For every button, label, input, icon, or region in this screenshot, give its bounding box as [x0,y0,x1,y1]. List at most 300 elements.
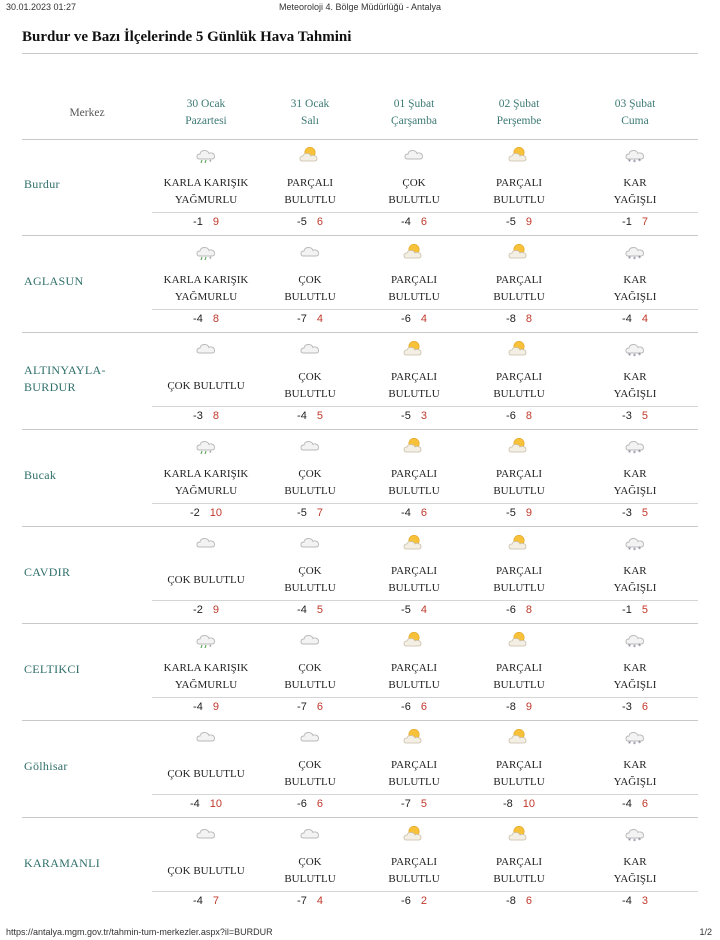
max-temp: 5 [420,798,427,810]
forecast-cell [362,625,466,722]
cloudy-icon [402,144,426,164]
svg-text:*: * [628,643,631,649]
cell-divider [152,309,698,310]
partly-cloudy-icon [507,144,531,164]
forecast-cell [152,625,260,722]
station-name: CAVDIR [24,565,71,579]
day-weekday: Çarşamba [391,115,437,127]
day-date: 02 Şubat [498,98,540,110]
snow-icon [623,532,647,552]
station-name: Burdur [24,177,60,191]
day-date: 30 Ocak [186,98,226,110]
min-temp: -7 [297,313,307,325]
svg-text:*: * [633,741,636,746]
weather-description: PARÇALI BULUTLU [388,371,440,400]
weather-description: KAR YAĞIŞLI [613,565,657,594]
weather-description: PARÇALI BULUTLU [493,565,545,594]
weather-description: ÇOK BULUTLU [167,864,245,877]
max-temp: 6 [316,216,323,228]
svg-text:*: * [628,352,631,358]
weather-description: PARÇALI BULUTLU [388,565,440,594]
max-temp: 3 [641,895,648,907]
svg-text:*: * [633,256,636,261]
weather-description: KAR YAĞIŞLI [613,177,657,206]
max-temp: 4 [420,313,427,325]
temperature-range [152,410,260,422]
station-name: ALTINYAYLA- BURDUR [24,363,106,394]
weather-description: ÇOK BULUTLU [284,371,336,400]
weather-description: ÇOK BULUTLU [167,379,245,392]
forecast-cell [362,140,466,237]
max-temp: 3 [420,410,427,422]
weather-description: PARÇALI BULUTLU [493,759,545,788]
cell-divider [152,600,698,601]
temperature-range [466,410,572,422]
row-divider [22,623,698,624]
weather-description: PARÇALI BULUTLU [388,856,440,885]
forecast-cell [572,819,698,916]
min-temp: -5 [401,410,411,422]
weather-description: KAR YAĞIŞLI [613,662,657,691]
min-temp: -4 [297,604,307,616]
min-temp: -4 [401,216,411,228]
forecast-cell [572,722,698,819]
min-temp: -6 [401,313,411,325]
svg-text:*: * [628,449,631,455]
min-temp: -8 [506,701,516,713]
weather-description: PARÇALI BULUTLU [388,468,440,497]
cloudy-icon [298,532,322,552]
temperature-range [572,604,698,616]
day-header [466,96,572,130]
forecast-cell [152,237,260,334]
weather-description: KAR YAĞIŞLI [613,274,657,303]
max-temp: 8 [525,410,532,422]
min-temp: -5 [297,216,307,228]
weather-description: PARÇALI BULUTLU [284,177,336,206]
min-temp: -6 [401,895,411,907]
min-temp: -4 [622,313,632,325]
min-temp: -4 [622,895,632,907]
svg-text:*: * [209,159,212,164]
day-weekday: Salı [301,115,319,127]
temperature-range [572,701,698,713]
cloudy-icon [298,629,322,649]
snow-icon [623,823,647,843]
snow-icon [623,338,647,358]
temperature-range [258,798,362,810]
weather-description: ÇOK BULUTLU [284,565,336,594]
weather-description: PARÇALI BULUTLU [493,468,545,497]
forecast-cell [258,625,362,722]
max-temp: 5 [316,604,323,616]
page-title: Burdur ve Bazı İlçelerinde 5 Günlük Hava Tahmini [22,29,352,45]
min-temp: -1 [622,216,632,228]
min-temp: -8 [506,895,516,907]
partly-cloudy-icon [507,629,531,649]
table-row [22,625,698,722]
forecast-cell [466,819,572,916]
forecast-cell [258,819,362,916]
temperature-range [362,701,466,713]
temperature-range [466,313,572,325]
forecast-cell [152,819,260,916]
sleet-icon [194,144,218,164]
temperature-range [572,216,698,228]
weather-description: KARLA KARIŞIK YAĞMURLU [163,468,249,497]
weather-description: ÇOK BULUTLU [284,662,336,691]
temperature-range [362,798,466,810]
weather-description: PARÇALI BULUTLU [493,177,545,206]
svg-text:*: * [628,740,631,746]
cloudy-icon [298,726,322,746]
row-divider [22,526,698,527]
temperature-range [572,507,698,519]
min-temp: -4 [193,895,203,907]
svg-text:*: * [628,158,631,164]
temperature-range [362,604,466,616]
min-temp: -4 [189,798,200,810]
svg-text:*: * [638,255,641,261]
partly-cloudy-icon [507,532,531,552]
temperature-range [152,895,260,907]
weather-description: PARÇALI BULUTLU [493,274,545,303]
min-temp: -2 [193,604,203,616]
max-temp: 6 [316,798,323,810]
forecast-cell [152,722,260,819]
partly-cloudy-icon [402,823,426,843]
forecast-cell [572,528,698,625]
forecast-cell [466,722,572,819]
weather-description: PARÇALI BULUTLU [388,759,440,788]
min-temp: -5 [401,604,411,616]
max-temp: 9 [525,507,532,519]
weather-description: ÇOK BULUTLU [284,759,336,788]
min-temp: -4 [622,798,632,810]
temperature-range [152,313,260,325]
row-divider [22,429,698,430]
svg-text:*: * [628,837,631,843]
day-header [258,96,362,130]
cell-divider [152,891,698,892]
temperature-range [258,895,362,907]
min-temp: -4 [401,507,411,519]
svg-text:*: * [638,740,641,746]
row-divider [22,720,698,721]
max-temp: 7 [212,895,219,907]
weather-description: ÇOK BULUTLU [284,468,336,497]
max-temp: 6 [420,507,427,519]
forecast-cell [362,431,466,528]
partly-cloudy-icon [402,726,426,746]
table-header [22,96,698,136]
weather-description: KARLA KARIŞIK YAĞMURLU [163,274,249,303]
min-temp: -7 [297,895,307,907]
svg-text:*: * [638,158,641,164]
forecast-cell [466,528,572,625]
temperature-range [572,410,698,422]
title-divider [22,53,698,54]
forecast-cell [572,334,698,431]
weather-description: ÇOK BULUTLU [388,177,440,206]
temperature-range [362,507,466,519]
min-temp: -5 [297,507,307,519]
min-temp: -7 [297,701,307,713]
max-temp: 7 [641,216,648,228]
min-temp: -3 [193,410,203,422]
min-temp: -4 [193,701,203,713]
temperature-range [572,313,698,325]
min-temp: -6 [506,604,516,616]
cloudy-icon [194,823,218,843]
weather-description: ÇOK BULUTLU [284,274,336,303]
forecast-cell [466,431,572,528]
max-temp: 6 [641,701,648,713]
temperature-range [572,798,698,810]
svg-text:*: * [633,159,636,164]
weather-description: ÇOK BULUTLU [167,573,245,586]
min-temp: -8 [506,313,516,325]
table-row [22,431,698,528]
max-temp: 10 [209,798,223,810]
snow-icon [623,629,647,649]
temperature-range [152,604,260,616]
min-temp: -3 [622,507,632,519]
svg-text:*: * [209,644,212,649]
page-url: https://antalya.mgm.gov.tr/tahmin-tum-merkezler.aspx?il=BURDUR [6,927,273,937]
snow-icon [623,435,647,455]
forecast-cell [572,431,698,528]
row-divider [22,332,698,333]
max-temp: 6 [641,798,648,810]
max-temp: 6 [316,701,323,713]
forecast-cell [362,722,466,819]
temperature-range [258,507,362,519]
forecast-cell [152,431,260,528]
min-temp: -3 [622,701,632,713]
temperature-range [572,895,698,907]
temperature-range [152,216,260,228]
forecast-cell [572,140,698,237]
min-temp: -6 [506,410,516,422]
forecast-cell [466,140,572,237]
min-temp: -4 [193,313,203,325]
max-temp: 10 [209,507,223,519]
temperature-range [258,313,362,325]
station-name: Gölhisar [24,759,68,773]
min-temp: -5 [506,216,516,228]
max-temp: 2 [420,895,427,907]
forecast-cell [572,625,698,722]
max-temp: 9 [212,701,219,713]
max-temp: 6 [525,895,532,907]
temperature-range [466,216,572,228]
weather-description: PARÇALI BULUTLU [493,662,545,691]
max-temp: 5 [641,507,648,519]
temperature-range [152,798,260,810]
partly-cloudy-icon [507,823,531,843]
weather-description: ÇOK BULUTLU [284,856,336,885]
forecast-cell [152,334,260,431]
table-row [22,528,698,625]
weather-description: KAR YAĞIŞLI [613,468,657,497]
forecast-cell [362,528,466,625]
min-temp: -6 [297,798,307,810]
max-temp: 8 [212,313,219,325]
forecast-cell [362,237,466,334]
weather-description: KARLA KARIŞIK YAĞMURLU [163,662,249,691]
svg-text:*: * [638,352,641,358]
forecast-cell [152,528,260,625]
min-temp: -7 [401,798,411,810]
print-timestamp: 30.01.2023 01:27 [6,2,77,12]
partly-cloudy-icon [402,338,426,358]
snow-icon [623,241,647,261]
sleet-icon [194,241,218,261]
day-header [572,96,698,130]
forecast-cell [258,140,362,237]
max-temp: 6 [420,216,427,228]
partly-cloudy-icon [507,726,531,746]
temperature-range [258,410,362,422]
max-temp: 9 [212,604,219,616]
max-temp: 8 [212,410,219,422]
day-header [362,96,466,130]
svg-text:*: * [633,353,636,358]
svg-text:*: * [633,644,636,649]
day-date: 03 Şubat [614,98,656,110]
cloudy-icon [298,338,322,358]
day-header [152,96,260,130]
day-weekday: Cuma [621,115,649,127]
temperature-range [362,410,466,422]
svg-text:*: * [628,255,631,261]
svg-text:*: * [633,547,636,552]
forecast-cell [362,819,466,916]
cell-divider [152,503,698,504]
min-temp: -6 [401,701,411,713]
temperature-range [466,798,572,810]
forecast-cell [466,625,572,722]
forecast-cell [258,431,362,528]
print-site-title: Meteoroloji 4. Bölge Müdürlüğü - Antalya [278,2,442,12]
min-temp: -5 [506,507,516,519]
cloudy-icon [194,726,218,746]
cell-divider [152,697,698,698]
cloudy-icon [298,241,322,261]
day-weekday: Perşembe [496,115,542,127]
partly-cloudy-icon [298,144,322,164]
temperature-range [258,604,362,616]
station-name: Bucak [24,468,57,482]
temperature-range [258,216,362,228]
table-row [22,334,698,431]
min-temp: -2 [189,507,200,519]
station-name: KARAMANLI [24,856,101,870]
min-temp: -3 [622,410,632,422]
snow-icon [623,726,647,746]
svg-text:*: * [209,256,212,261]
svg-text:*: * [633,450,636,455]
svg-text:*: * [209,450,212,455]
max-temp: 9 [525,216,532,228]
print-footer [0,926,720,940]
weather-description: PARÇALI BULUTLU [493,856,545,885]
weather-description: ÇOK BULUTLU [167,767,245,780]
min-temp: -1 [622,604,632,616]
snow-icon [623,144,647,164]
forecast-cell [466,237,572,334]
cell-divider [152,794,698,795]
temperature-range [362,216,466,228]
max-temp: 6 [420,701,427,713]
table-row [22,722,698,819]
max-temp: 4 [420,604,427,616]
weather-description: PARÇALI BULUTLU [493,371,545,400]
partly-cloudy-icon [402,241,426,261]
sleet-icon [194,435,218,455]
max-temp: 8 [525,604,532,616]
day-weekday: Pazartesi [185,115,227,127]
max-temp: 5 [641,410,648,422]
forecast-cell [258,528,362,625]
partly-cloudy-icon [402,532,426,552]
partly-cloudy-icon [507,241,531,261]
max-temp: 9 [525,701,532,713]
max-temp: 10 [522,798,536,810]
partly-cloudy-icon [507,435,531,455]
max-temp: 8 [525,313,532,325]
temperature-range [362,895,466,907]
svg-text:*: * [633,838,636,843]
temperature-range [258,701,362,713]
forecast-cell [258,334,362,431]
svg-text:*: * [638,643,641,649]
row-divider [22,817,698,818]
merkez-header: Merkez [69,107,105,119]
sleet-icon [194,629,218,649]
forecast-cell [466,334,572,431]
max-temp: 9 [212,216,219,228]
temperature-range [466,701,572,713]
forecast-cell [572,237,698,334]
print-header [0,0,720,14]
weather-description: PARÇALI BULUTLU [388,662,440,691]
temperature-range [152,507,260,519]
temperature-range [466,895,572,907]
forecast-cell [258,237,362,334]
max-temp: 4 [316,313,323,325]
partly-cloudy-icon [507,338,531,358]
weather-description: KAR YAĞIŞLI [613,371,657,400]
temperature-range [466,507,572,519]
max-temp: 5 [316,410,323,422]
day-date: 31 Ocak [290,98,330,110]
max-temp: 5 [641,604,648,616]
weather-description: KAR YAĞIŞLI [613,759,657,788]
forecast-cell [258,722,362,819]
cloudy-icon [298,435,322,455]
min-temp: -8 [502,798,513,810]
station-name: CELTIKCI [24,662,80,676]
table-row [22,140,698,237]
partly-cloudy-icon [402,435,426,455]
weather-description: PARÇALI BULUTLU [388,274,440,303]
svg-text:*: * [628,546,631,552]
table-row [22,819,698,916]
svg-text:*: * [638,546,641,552]
max-temp: 4 [641,313,648,325]
